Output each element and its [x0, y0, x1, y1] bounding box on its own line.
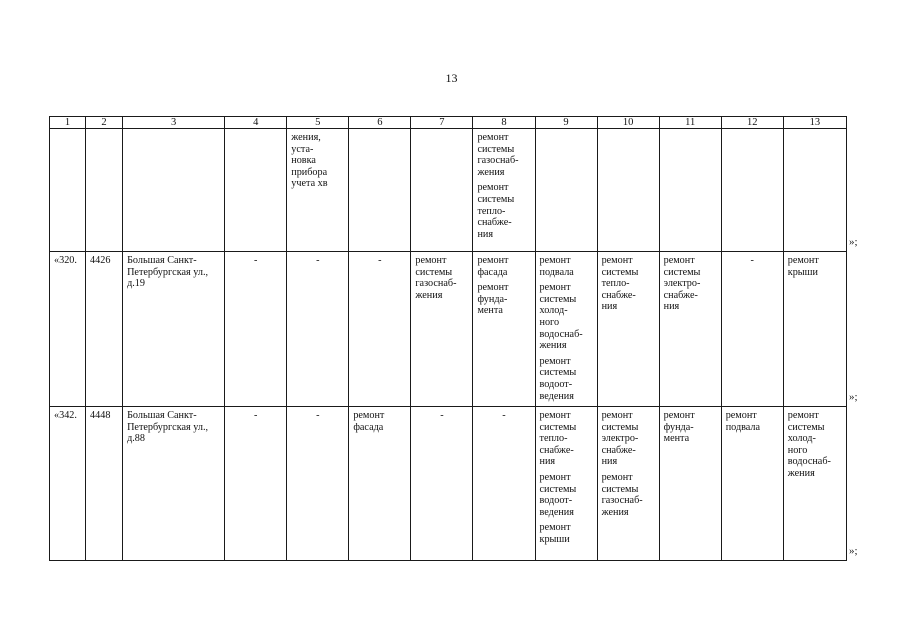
- table-cell: [349, 129, 411, 252]
- cell-text: ремонт крыши: [787, 255, 819, 278]
- table-cell: [123, 129, 225, 252]
- table-row: [50, 407, 847, 561]
- cell-text: ремонт фунда- мента: [477, 282, 509, 317]
- cell-text: ремонт системы водоот- ведения: [539, 355, 577, 402]
- table-cell: [473, 129, 535, 252]
- table-row: [50, 129, 847, 252]
- column-header: 10: [597, 117, 659, 129]
- table-cell: [123, 252, 225, 407]
- cell-text: ремонт системы холод- ного водоснаб- жения: [539, 282, 583, 352]
- table-cell: [225, 407, 287, 561]
- column-header: 7: [411, 117, 473, 129]
- header-row: [50, 117, 847, 129]
- cell-text: ремонт подвала: [725, 410, 761, 433]
- cell-text: ремонт фасада: [477, 255, 509, 278]
- cell-text: ремонт системы холод- ного водоснаб- жения: [787, 410, 831, 479]
- table-cell: [721, 407, 783, 561]
- column-header: 11: [659, 117, 721, 129]
- table-cell: [721, 129, 783, 252]
- cell-text: -: [502, 410, 506, 421]
- table-cell: [659, 129, 721, 252]
- cell-text: -: [254, 410, 258, 421]
- column-header: 4: [225, 117, 287, 129]
- table-cell: [721, 252, 783, 407]
- cell-text: -: [378, 255, 382, 266]
- cell-text: ремонт системы водоот- ведения: [539, 471, 577, 518]
- column-header: 12: [721, 117, 783, 129]
- table-cell: [225, 252, 287, 407]
- column-header: 3: [123, 117, 225, 129]
- row-end-mark: »;: [849, 235, 858, 248]
- column-header: 1: [50, 117, 86, 129]
- table-cell: [287, 407, 349, 561]
- cell-text: Большая Санкт- Петербургская ул., д.88: [127, 410, 209, 445]
- table-cell: [50, 129, 86, 252]
- cell-text: 4426: [90, 255, 111, 266]
- cell-text: ремонт системы электро- снабже- ния: [663, 255, 701, 313]
- table-cell: [597, 407, 659, 561]
- cell-text: -: [440, 410, 444, 421]
- cell-text: «342.: [54, 410, 77, 421]
- table-cell: [50, 252, 86, 407]
- table-cell: [783, 252, 846, 407]
- cell-text: ремонт фасада: [353, 410, 385, 433]
- cell-text: ремонт системы газоснаб- жения: [477, 132, 519, 178]
- table-cell: [783, 129, 846, 252]
- cell-text: ремонт крыши: [539, 522, 571, 545]
- table-cell: [287, 252, 349, 407]
- cell-text: «320.: [54, 255, 77, 266]
- table-row: [50, 252, 847, 407]
- table-cell: [411, 252, 473, 407]
- cell-text: ремонт фунда- мента: [663, 410, 695, 445]
- column-header: 5: [287, 117, 349, 129]
- table-cell: [473, 407, 535, 561]
- cell-text: ремонт системы электро- снабже- ния: [601, 410, 639, 468]
- column-header: 6: [349, 117, 411, 129]
- table-cell: [783, 407, 846, 561]
- table-cell: [50, 407, 86, 561]
- table-cell: [411, 129, 473, 252]
- table-cell: [659, 252, 721, 407]
- cell-text: ремонт системы тепло- снабже- ния: [539, 410, 577, 468]
- table-cell: [411, 407, 473, 561]
- table-cell: [287, 129, 349, 252]
- table-cell: [349, 252, 411, 407]
- table-cell: [659, 407, 721, 561]
- cell-text: 4448: [90, 410, 111, 421]
- table-cell: [123, 407, 225, 561]
- cell-text: жения, уста- новка прибора учета хв: [291, 132, 328, 190]
- table-cell: [86, 129, 123, 252]
- page-number: 13: [445, 71, 458, 85]
- cell-text: ремонт системы тепло- снабже- ния: [477, 182, 515, 240]
- column-header: 2: [86, 117, 123, 129]
- cell-text: ремонт системы газоснаб- жения: [601, 471, 643, 518]
- cell-text: -: [316, 410, 320, 421]
- cell-text: -: [254, 255, 258, 266]
- table-cell: [86, 252, 123, 407]
- column-header: 9: [535, 117, 597, 129]
- cell-text: ремонт системы газоснаб- жения: [415, 255, 457, 301]
- table-cell: [225, 129, 287, 252]
- column-header: 13: [783, 117, 846, 129]
- table-cell: [473, 252, 535, 407]
- repair-schedule-table: [49, 116, 847, 561]
- row-end-mark: »;: [849, 544, 858, 557]
- table-cell: [349, 407, 411, 561]
- column-header: 8: [473, 117, 535, 129]
- cell-text: -: [750, 255, 754, 266]
- table-cell: [535, 129, 597, 252]
- row-end-mark: »;: [849, 390, 858, 403]
- cell-text: ремонт подвала: [539, 255, 574, 278]
- table-cell: [597, 252, 659, 407]
- cell-text: ремонт системы тепло- снабже- ния: [601, 255, 639, 313]
- table-cell: [597, 129, 659, 252]
- cell-text: Большая Санкт- Петербургская ул., д.19: [127, 255, 209, 290]
- table-cell: [535, 407, 597, 561]
- table-cell: [535, 252, 597, 407]
- table-cell: [86, 407, 123, 561]
- cell-text: -: [316, 255, 320, 266]
